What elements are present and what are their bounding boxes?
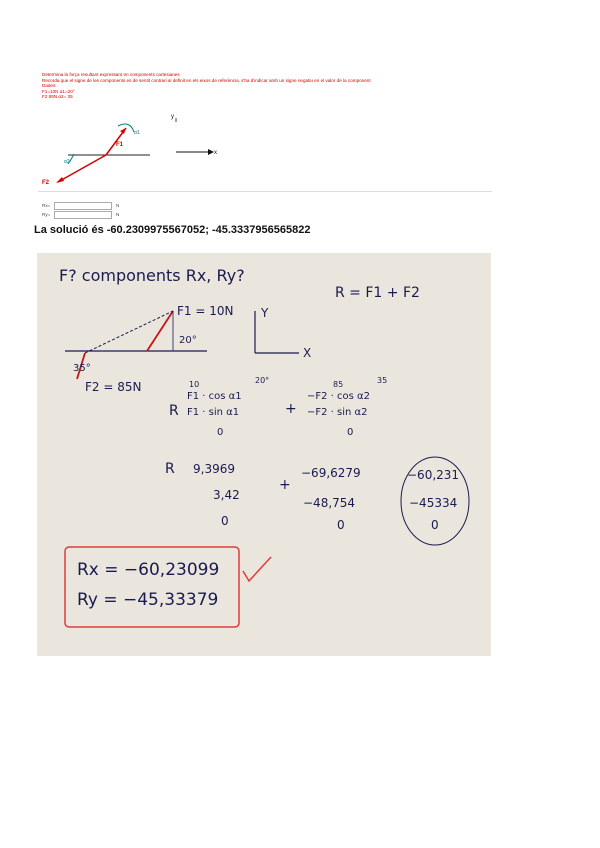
hw-row2-b: −48,754 — [303, 496, 356, 510]
alpha2-label: α2 — [64, 159, 70, 165]
answer-row-ry — [42, 210, 119, 219]
hw-row2-b: 0 — [337, 518, 345, 532]
hw-row2-a: 3,42 — [213, 488, 240, 502]
hw-result-x: Rx = −60,23099 — [77, 560, 220, 580]
f1-label: F1 — [116, 142, 124, 148]
hw-plus: + — [279, 477, 291, 493]
hw-row2-c: −60,231 — [407, 468, 460, 482]
hw-plus: + — [285, 401, 297, 417]
problem-line: Determina la força resultant expressant en components cartesianes — [42, 72, 180, 77]
hw-col1-row: F1 · cos α1 — [187, 391, 242, 402]
f2-label: F2 — [42, 180, 50, 186]
hw-col2-row: 0 — [347, 427, 354, 438]
answer-fields — [42, 201, 119, 219]
hw-question: F? components Rx, Ry? — [59, 266, 245, 285]
problem-line: F1=10N α1=20° — [42, 88, 75, 94]
hw-axis-y: Y — [261, 306, 269, 320]
hw-row2-a: 9,3969 — [193, 462, 235, 476]
hw-col2-angle: 35 — [377, 376, 388, 385]
f1-arrowhead — [120, 128, 126, 134]
hw-col1-row: F1 · sin α1 — [187, 407, 240, 418]
answer-label: Ry= — [42, 212, 51, 217]
problem-panel — [38, 68, 492, 220]
hw-col1-angle: 20° — [255, 376, 270, 385]
hw-axis-x: X — [303, 346, 312, 360]
hw-col2-row: −F2 · cos α2 — [307, 391, 370, 402]
hw-row2-c: 0 — [431, 518, 439, 532]
hw-f1-label: F1 = 10N — [177, 304, 234, 318]
hw-angle1: 20° — [179, 335, 197, 346]
unit-label: N — [116, 212, 120, 217]
handwritten-photo — [37, 253, 491, 656]
unit-label: N — [116, 203, 120, 208]
hw-col1-row: 0 — [217, 427, 224, 438]
hw-col2-force: 85 — [333, 380, 344, 389]
divider — [38, 191, 492, 192]
hw-angle2: 35° — [73, 363, 91, 374]
alpha1-label: α1 — [134, 130, 140, 136]
hw-result-y: Ry = −45,33379 — [77, 590, 219, 610]
hw-r-symbol: R — [165, 461, 175, 477]
f2-arrowhead — [56, 177, 64, 183]
solution-text: La solució és -60.2309975567052; -45.3337956565822 — [34, 224, 311, 236]
hw-col1-force: 10 — [189, 380, 200, 389]
problem-line: Dades: — [42, 83, 57, 89]
hw-row2-a: 0 — [221, 514, 229, 528]
answer-row-rx — [42, 201, 119, 210]
handwritten-sheet — [37, 253, 491, 656]
hw-vector-sum: R = F1 + F2 — [335, 285, 420, 301]
hw-r-symbol: R — [169, 403, 179, 419]
ry-input[interactable] — [54, 211, 112, 219]
x-axis-label: x — [214, 150, 217, 156]
problem-line: F2 85N α2= 35 — [42, 94, 73, 100]
hw-row2-b: −69,6279 — [301, 466, 361, 480]
hw-col2-row: −F2 · sin α2 — [307, 407, 368, 418]
problem-line: Recorda que el signe de les components es de sentit contrari al definit en els eixos de referència, s'ha d'indicar amb un signe negatiu en el valor de la component — [42, 77, 371, 83]
hw-f2-label: F2 = 85N — [85, 380, 142, 394]
hw-row2-c: −45334 — [409, 496, 458, 510]
rx-input[interactable] — [54, 202, 112, 210]
problem-statement — [42, 72, 371, 100]
answer-label: Rx= — [42, 203, 51, 208]
y-axis-label: y — [171, 114, 174, 120]
